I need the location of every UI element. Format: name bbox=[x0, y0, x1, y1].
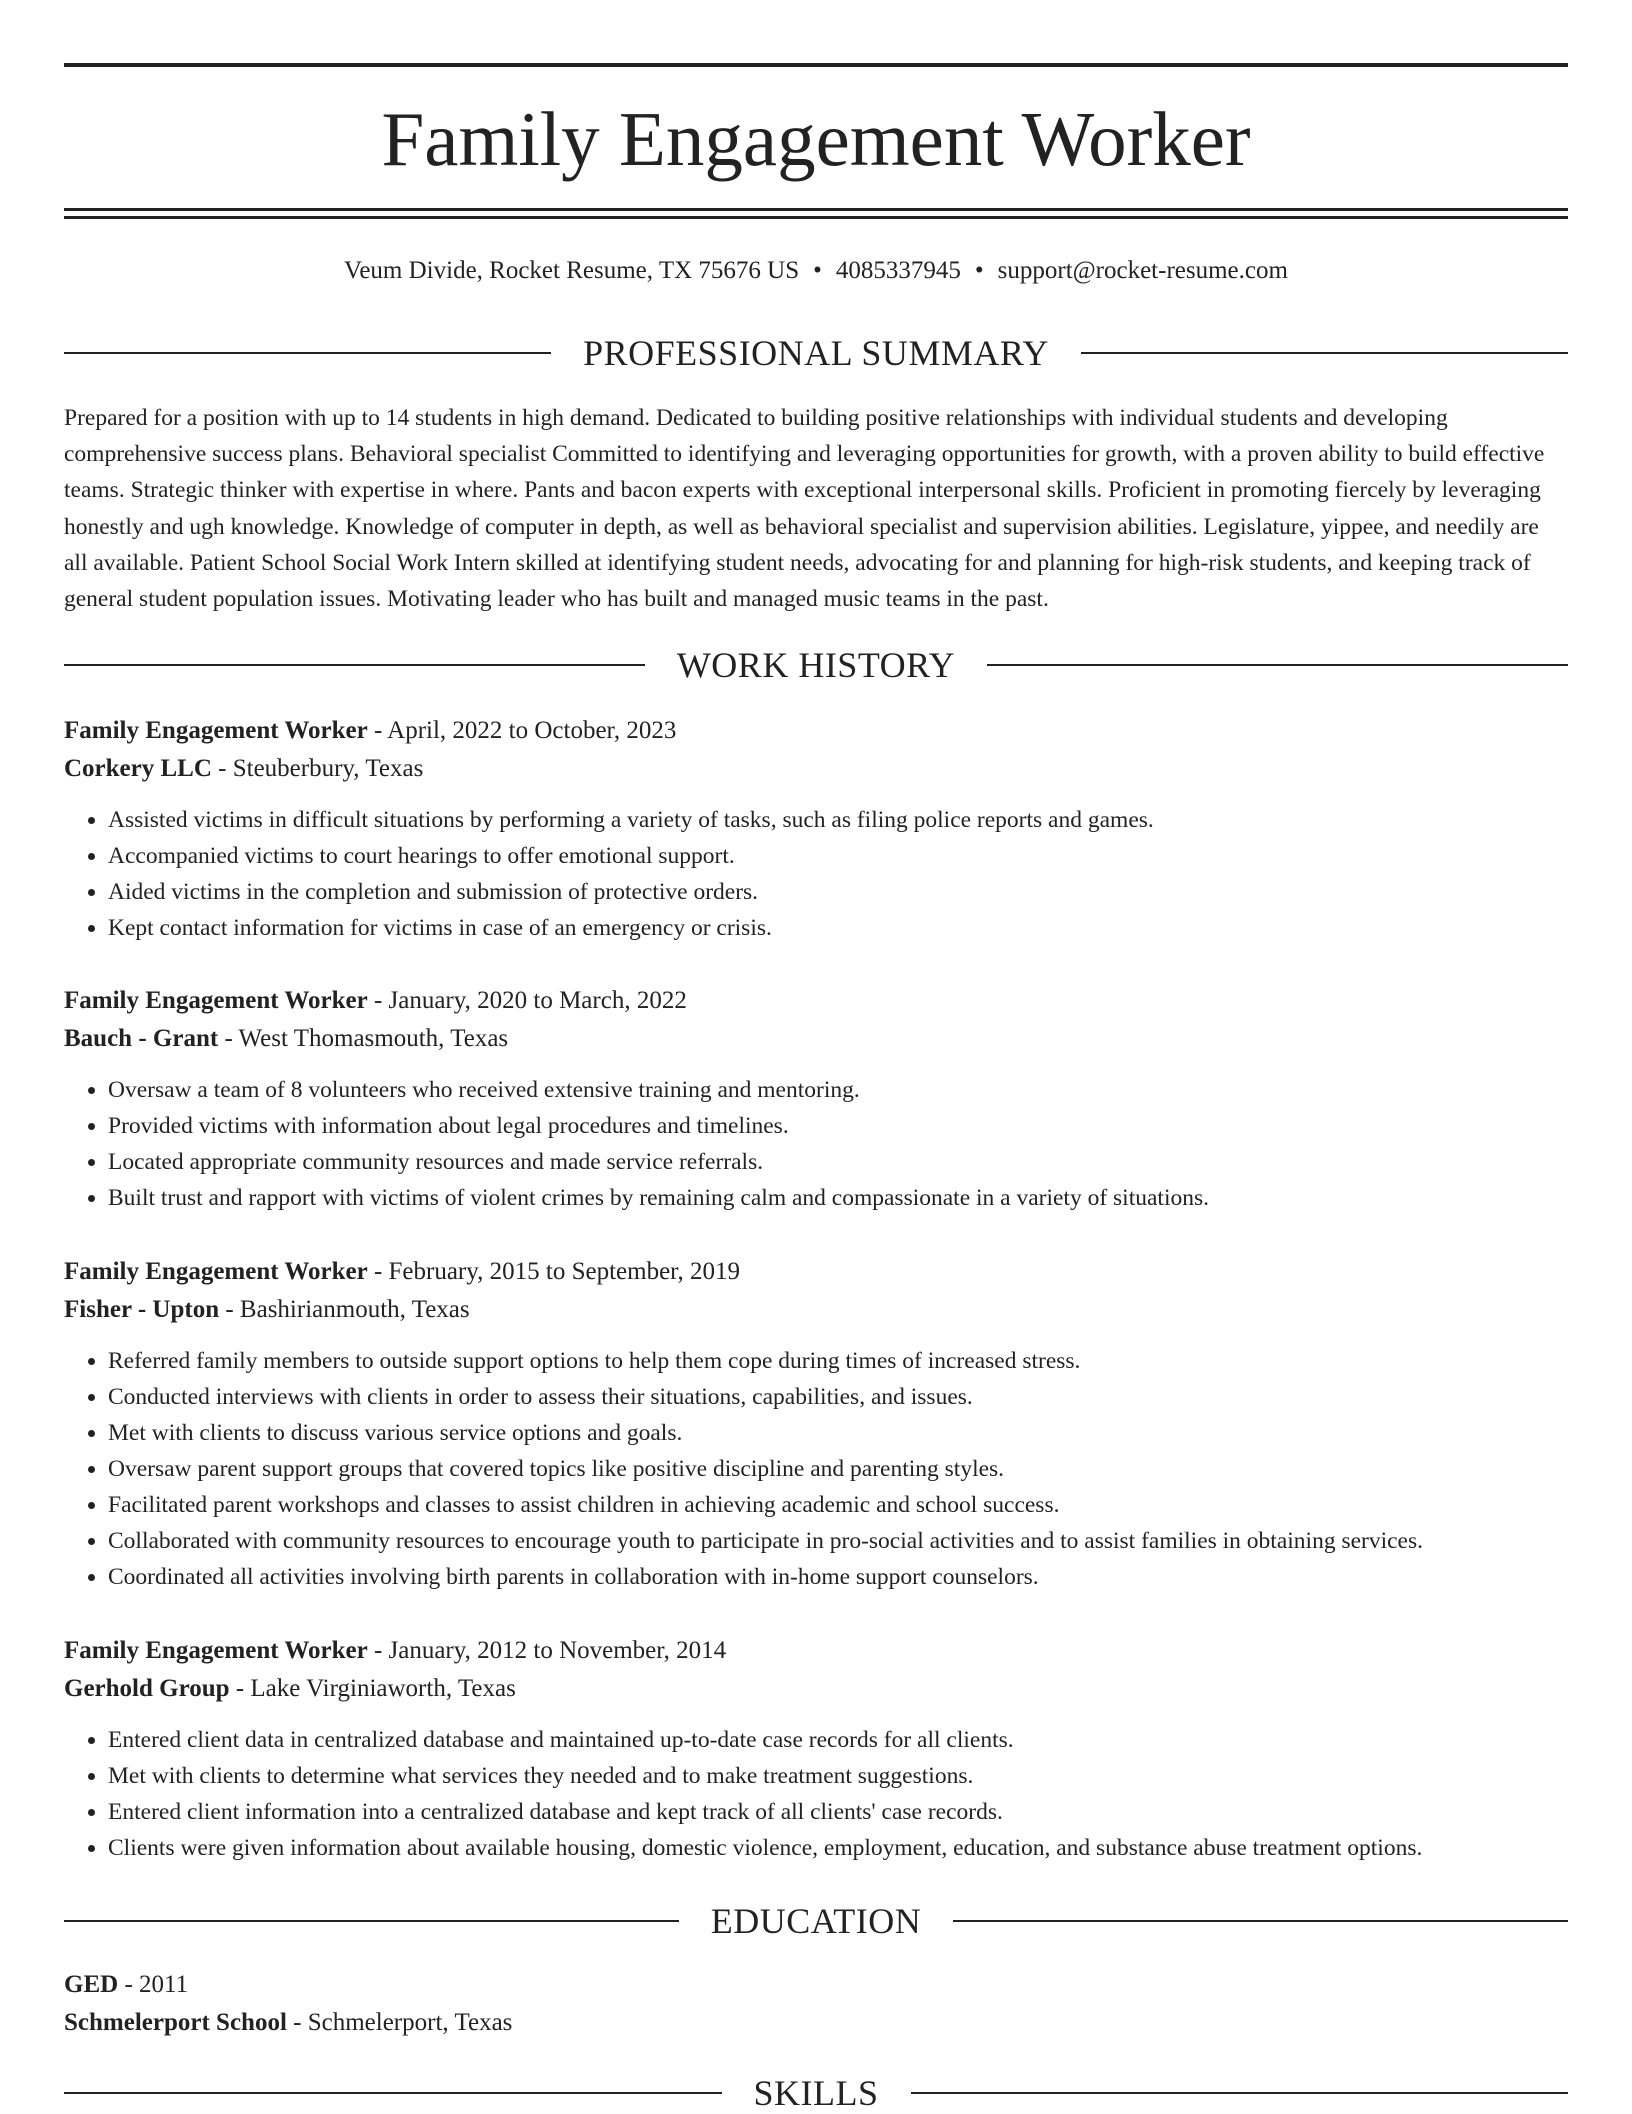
education-degree-line bbox=[64, 1966, 1568, 2004]
job-company-line bbox=[64, 1020, 1568, 1058]
list-item: • Entered client data in centralized database and maintained up-to-date case records for all clients. bbox=[108, 1722, 1568, 1758]
education-entry bbox=[64, 1966, 1568, 2042]
job-entry bbox=[64, 1253, 1568, 1595]
education-location: - Schmelerport, Texas bbox=[286, 2009, 513, 2036]
list-item: • Oversaw a team of 8 volunteers who received extensive training and mentoring. bbox=[108, 1072, 1568, 1108]
list-item: • Met with clients to discuss various service options and goals. bbox=[108, 1415, 1568, 1451]
list-item: • Provided victims with information about legal procedures and timelines. bbox=[108, 1108, 1568, 1144]
list-item: • Located appropriate community resources and made service referrals. bbox=[108, 1144, 1568, 1180]
summary-text: Prepared for a position with up to 14 students in high demand. Dedicated to building positive relationships with individual students and developing comprehensive success plans. Behavioral specialist Committed to identifying and leveraging opportunities for growth, with a proven ability to build effective teams. Strategic thinker with expertise in where. Pants and bacon experts with exceptional interpersonal skills. Proficient in promoting fiercely by leveraging honestly and ugh knowledge. Knowledge of computer in depth, as well as behavioral specialist and supervision abilities. Legislature, yippee, and needily are all available. Patient School Social Work Intern skilled at identifying student needs, advocating for and planning for high-risk students, and keeping track of general student population issues. Motivating leader who has built and managed music teams in the past. bbox=[64, 405, 1545, 613]
job-company: Corkery LLC bbox=[64, 755, 212, 782]
list-item: • Entered client information into a centralized database and kept track of all clients' case records. bbox=[108, 1794, 1568, 1830]
job-dates: - April, 2022 to October, 2023 bbox=[367, 717, 677, 744]
job-entry bbox=[64, 712, 1568, 946]
job-title-line bbox=[64, 712, 1568, 750]
job-entry bbox=[64, 1632, 1568, 1866]
header-top-rule bbox=[64, 63, 1568, 67]
contact-line bbox=[64, 255, 1568, 287]
section-rule-right bbox=[1081, 352, 1568, 354]
job-company-line bbox=[64, 1670, 1568, 1708]
job-bullets bbox=[64, 1722, 1568, 1866]
job-company-line bbox=[64, 1291, 1568, 1329]
list-item: • Met with clients to determine what services they needed and to make treatment suggestions. bbox=[108, 1758, 1568, 1794]
job-title: Family Engagement Worker bbox=[64, 1258, 368, 1285]
section-title: WORK HISTORY bbox=[676, 645, 956, 685]
education-school-line bbox=[64, 2004, 1568, 2042]
job-entry bbox=[64, 982, 1568, 1216]
job-company-line bbox=[64, 750, 1568, 788]
list-item: • Oversaw parent support groups that covered topics like positive discipline and parenting styles. bbox=[108, 1451, 1568, 1487]
section-title: PROFESSIONAL SUMMARY bbox=[583, 333, 1049, 373]
contact-separator: • bbox=[974, 257, 984, 284]
contact-address: Veum Divide, Rocket Resume, TX 75676 US bbox=[344, 257, 800, 284]
section-rule-right bbox=[987, 664, 1568, 666]
list-item: • Accompanied victims to court hearings to offer emotional support. bbox=[108, 838, 1568, 874]
section-rule-left bbox=[64, 664, 645, 666]
education-year: - 2011 bbox=[118, 1971, 189, 1998]
list-item: • Kept contact information for victims in case of an emergency or crisis. bbox=[108, 910, 1568, 946]
resume-title: Family Engagement Worker bbox=[381, 96, 1251, 182]
job-title-line bbox=[64, 1632, 1568, 1670]
section-rule-left bbox=[64, 2092, 722, 2094]
list-item: • Coordinated all activities involving birth parents in collaboration with in-home support counselors. bbox=[108, 1559, 1568, 1595]
job-bullets bbox=[64, 802, 1568, 946]
list-item: • Conducted interviews with clients in order to assess their situations, capabilities, and issues. bbox=[108, 1379, 1568, 1415]
contact-email: support@rocket-resume.com bbox=[997, 257, 1288, 284]
job-title: Family Engagement Worker bbox=[64, 987, 368, 1014]
contact-separator: • bbox=[813, 257, 822, 284]
section-title: EDUCATION bbox=[710, 1901, 922, 1941]
job-location: - Lake Virginiaworth, Texas bbox=[229, 1675, 516, 1702]
education-degree: GED bbox=[64, 1971, 119, 1998]
contact-phone: 4085337945 bbox=[835, 257, 961, 284]
list-item: • Facilitated parent workshops and classes to assist children in achieving academic and school success. bbox=[108, 1487, 1568, 1523]
section-rule-right bbox=[953, 1920, 1568, 1922]
job-title-line bbox=[64, 982, 1568, 1020]
list-item: • Aided victims in the completion and submission of protective orders. bbox=[108, 874, 1568, 910]
header-double-rule-upper bbox=[64, 208, 1568, 211]
section-rule-left bbox=[64, 1920, 679, 1922]
list-item: • Built trust and rapport with victims of violent crimes by remaining calm and compassionate in a variety of situations. bbox=[108, 1180, 1568, 1216]
job-dates: - February, 2015 to September, 2019 bbox=[367, 1258, 740, 1285]
header-double-rule-lower bbox=[64, 216, 1568, 219]
job-location: - West Thomasmouth, Texas bbox=[218, 1025, 509, 1052]
section-title: SKILLS bbox=[753, 2073, 879, 2113]
job-title: Family Engagement Worker bbox=[64, 717, 368, 744]
section-rule-left bbox=[64, 352, 551, 354]
section-rule-right bbox=[911, 2092, 1569, 2094]
job-dates: - January, 2020 to March, 2022 bbox=[367, 987, 687, 1014]
job-company: Bauch - Grant bbox=[64, 1025, 219, 1052]
job-company: Fisher - Upton bbox=[64, 1296, 220, 1323]
job-title-line bbox=[64, 1253, 1568, 1291]
job-location: - Steuberbury, Texas bbox=[211, 755, 424, 782]
section-heading-summary bbox=[64, 332, 1568, 374]
section-heading-work-history bbox=[64, 644, 1568, 686]
section-heading-education bbox=[64, 1900, 1568, 1942]
job-title: Family Engagement Worker bbox=[64, 1637, 368, 1664]
list-item: • Assisted victims in difficult situations by performing a variety of tasks, such as filing police reports and games. bbox=[108, 802, 1568, 838]
list-item: • Referred family members to outside support options to help them cope during times of increased stress. bbox=[108, 1343, 1568, 1379]
job-dates: - January, 2012 to November, 2014 bbox=[367, 1637, 727, 1664]
section-heading-skills bbox=[64, 2072, 1568, 2114]
list-item: • Clients were given information about available housing, domestic violence, employment, education, and substance abuse treatment options. bbox=[108, 1830, 1568, 1866]
list-item: • Collaborated with community resources to encourage youth to participate in pro-social activities and to assist families in obtaining services. bbox=[108, 1523, 1568, 1559]
job-company: Gerhold Group bbox=[64, 1675, 230, 1702]
job-bullets bbox=[64, 1072, 1568, 1216]
education-school: Schmelerport School bbox=[64, 2009, 287, 2036]
job-bullets bbox=[64, 1343, 1568, 1595]
job-location: - Bashirianmouth, Texas bbox=[219, 1296, 470, 1323]
